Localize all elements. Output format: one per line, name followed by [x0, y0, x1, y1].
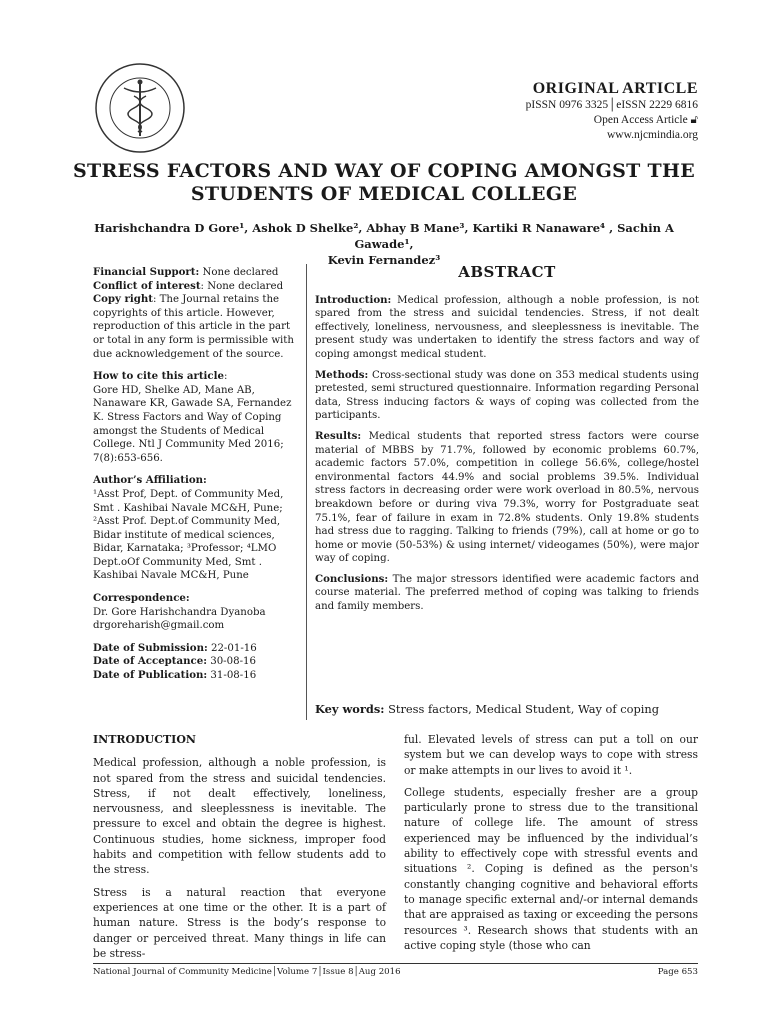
conclusions-text: The major stressors identified were academic factors and course material. The preferred method of coping was talking to friends and family members.	[315, 573, 699, 613]
abstract-heading: ABSTRACT	[458, 263, 556, 281]
body-column-left	[93, 732, 386, 968]
journal-seal-graphic	[94, 62, 186, 154]
financial-label: Financial Support:	[93, 266, 200, 278]
conflict-label: Conflict of interest	[93, 279, 201, 292]
methods-label: Methods:	[315, 368, 369, 381]
publication-label: Date of Publication:	[93, 669, 208, 682]
copyright-label: Copy right	[93, 293, 153, 306]
open-access-text: Open Access Article	[593, 114, 688, 126]
results-text: Medical students that reported stress factors were course material of MBBS by 71.7%, followed by economic problems 60.7%, academic factors 57.0%, competition in college 56.6%, college/hostel environmental factors 44.9% and social problems 39.5%. Individual stress factors in decreasing order were work overload in 80.5%, nervous breakdown before or during viva 79.3%, worry for Postgraduate seat 75.1%, fear of failure in exam in 72.8% students. Only 19.8% students had stress due to ragging. Talking to friends (79%), call at home or go to home or movie (50-53%) & using internet/ videogames (50%), were major way of coping.	[315, 430, 699, 565]
column-divider	[306, 264, 307, 720]
affiliation-value: ¹Asst Prof, Dept. of Community Med, Smt . Kashibai Navale MC&H, Pune; ²Asst Prof. Dept.of Community Med, Bidar institute of medical sciences, Bidar, Karnataka; ³Professor; ⁴LMO Dept.oOf Community Med, Smt . Kashibai Navale MC&H, Pune	[93, 488, 284, 582]
article-info-sidebar	[93, 266, 298, 692]
citation-info: How to cite this article: Gore HD, Shelke AD, Mane AB, Nanaware KR, Gawade SA, Fernandez K. Stress Factors and Way of Coping amongst the Students of Medical College. Ntl J Community Med 2016; 7(8):653-656.	[93, 370, 292, 464]
issn-line: pISSN 0976 3325│eISSN 2229 6816	[525, 99, 698, 111]
footer-journal: National Journal of Community Medicine│Volume 7│Issue 8│Aug 2016	[93, 967, 401, 977]
acceptance-label: Date of Acceptance:	[93, 655, 207, 668]
intro-paragraph-1: Medical profession, although a noble profession, is not spared from the stress and suicidal tendencies. Stress, if not dealt effectively, loneliness, nervousness, and sleeplessness is inevitable. The pressure to excel and obtain the degree is highest. Continuous studies, home sickness, improper food habits and competition with fellow students add to the stress.	[93, 756, 386, 877]
publication-value: 31-08-16	[207, 670, 257, 682]
keywords-label: Key words:	[315, 702, 385, 716]
article-type: ORIGINAL ARTICLE	[532, 80, 698, 97]
conflict-value: : None declared	[200, 280, 284, 292]
author-list	[70, 220, 698, 268]
acceptance-value: 30-08-16	[206, 656, 256, 668]
cite-label: How to cite this article	[93, 370, 224, 383]
correspondence-label: Correspondence:	[93, 592, 190, 605]
authors-line-2: Kevin Fernandez³	[327, 253, 441, 267]
footer-rule	[93, 963, 698, 964]
cite-value: Gore HD, Shelke AD, Mane AB, Nanaware KR, Gawade SA, Fernandez K. Stress Factors and Way of Coping amongst the Students of Medical College. Ntl J Community Med 2016; 7(8):653-656.	[93, 384, 292, 464]
intro-paragraph-3: ful. Elevated levels of stress can put a toll on our system but we can develop ways to cope with stress or make attempts in our lives to avoid it ¹.	[404, 733, 698, 777]
financial-value: None declared	[199, 267, 279, 278]
conclusions-label: Conclusions:	[315, 572, 389, 585]
introduction-heading: INTRODUCTION	[93, 733, 196, 746]
results-label: Results:	[315, 429, 362, 442]
article-title: STRESS FACTORS AND WAY OF COPING AMONGST THE STUDENTS OF MEDICAL COLLEGE	[73, 160, 695, 205]
intro-paragraph-4: College students, especially fresher are a group particularly prone to stress due to the transitional nature of college life. The amount of stress experienced may be influenced by the individual’s ability to effectively cope with stressful events and situations ². Coping is defined as the person's constantly changing cognitive and behavioral efforts to manage specific external and/-or internal demands that are appraised as taxing or exceeding the persons resources ³. Research shows that students with an active coping style (those who can	[404, 785, 698, 952]
abstract-methods	[315, 369, 699, 423]
correspondence-name: Dr. Gore Harishchandra Dyanoba	[93, 606, 266, 618]
correspondence-email[interactable]: drgoreharish@gmail.com	[93, 620, 225, 632]
dates-info	[93, 642, 298, 683]
submission-label: Date of Submission:	[93, 641, 208, 654]
correspondence-info	[93, 592, 298, 633]
intro-text: Medical profession, although a noble profession, is not spared from the stress and suicidal tendencies. Stress, if not dealt effectively, loneliness, nervousness, and sleeplessness is inevitable. The present study was undertaken to identify the stress factors and way of coping amongst medical student.	[315, 294, 699, 360]
affiliation-label: Author’s Affiliation:	[93, 474, 207, 487]
open-access-icon: 🔓︎	[690, 114, 698, 126]
authors-line-1: Harishchandra D Gore¹, Ashok D Shelke², Abhay B Mane³, Kartiki R Nanaware⁴ , Sachin A Gawade¹,	[94, 221, 674, 251]
open-access-line	[526, 113, 698, 128]
abstract-introduction	[315, 294, 699, 362]
journal-logo	[94, 62, 186, 154]
funding-info	[93, 266, 298, 361]
copyright-value: : The Journal retains the copyrights of this article. However, reproduction of this article in the part or total in any form is permissible with due acknowledgement of the source.	[93, 294, 294, 360]
abstract-section	[315, 263, 699, 621]
methods-text: Cross-sectional study was done on 353 medical students using pretested, semi structured questionnaire. Information regarding Personal data, Stress inducing factors & ways of coping was collected from the participants.	[315, 369, 699, 422]
keywords-value: Stress factors, Medical Student, Way of coping	[384, 702, 660, 716]
intro-paragraph-2: Stress is a natural reaction that everyone experiences at one time or the other. It is a part of human nature. Stress is the body’s response to danger or perceived threat. Many things in life can be stress-	[93, 885, 386, 960]
affiliation-info	[93, 474, 298, 583]
page-footer	[93, 967, 698, 977]
abstract-results	[315, 430, 699, 566]
intro-label: Introduction:	[315, 293, 392, 306]
footer-page-number: Page 653	[657, 967, 698, 977]
keywords	[315, 702, 699, 716]
abstract-conclusions	[315, 573, 699, 614]
body-column-right	[404, 732, 698, 960]
website-link[interactable]: www.njcmindia.org	[606, 129, 698, 141]
article-header	[526, 80, 698, 143]
submission-value: 22-01-16	[207, 642, 257, 654]
